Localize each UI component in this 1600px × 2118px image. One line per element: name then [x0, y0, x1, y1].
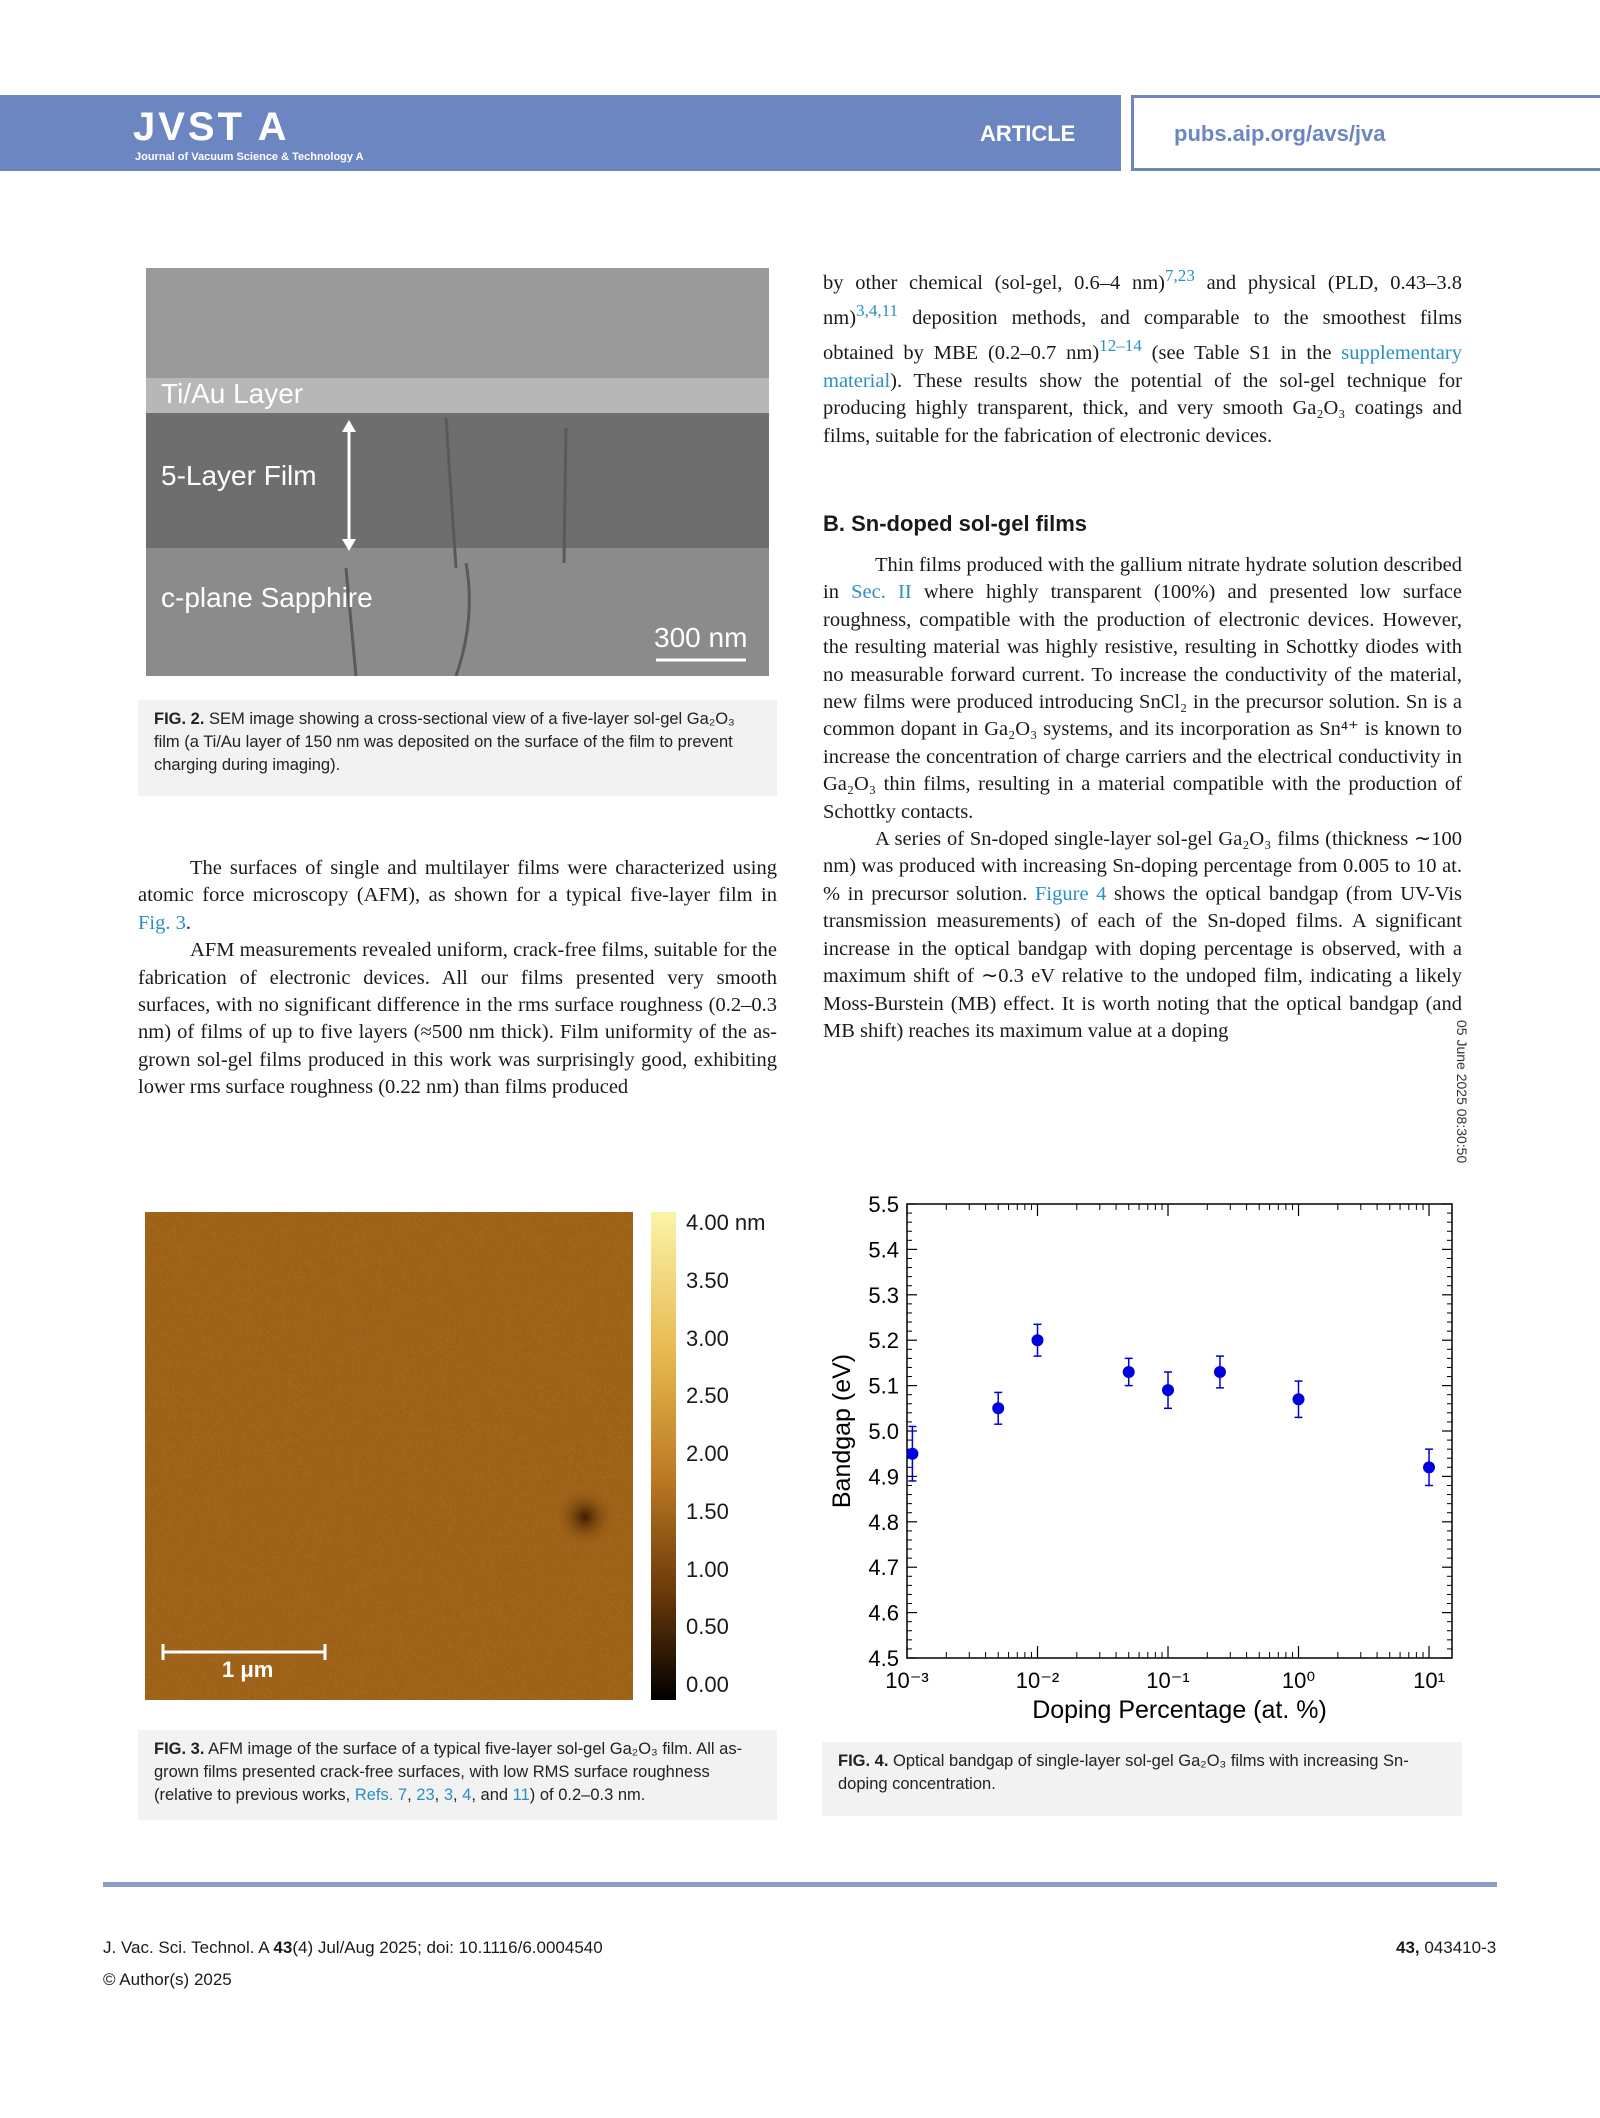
footer-page: 43, 043410-3 [1396, 1938, 1497, 1957]
y-tick-label: 4.7 [868, 1555, 899, 1581]
footer-rule [103, 1882, 1497, 1887]
data-point [1123, 1366, 1135, 1378]
fig4-caption-label: FIG. 4. [838, 1752, 889, 1770]
data-point [1162, 1384, 1174, 1396]
afm-texture [145, 1212, 633, 1700]
right-column-top-text [823, 262, 1462, 450]
colorbar-tick-label: 1.00 [686, 1556, 729, 1582]
y-tick-label: 5.1 [868, 1373, 899, 1399]
y-tick-label: 5.2 [868, 1328, 899, 1354]
footer-copyright: © Author(s) 2025 [103, 1970, 232, 1989]
download-timestamp: 05 June 2025 08:30:50 [1454, 1020, 1470, 1164]
ref-link[interactable]: 12–14 [1099, 336, 1142, 356]
header-banner [0, 95, 1121, 171]
sem-label-sapphire: c-plane Sapphire [161, 582, 373, 613]
colorbar-tick-label: 4.00 nm [686, 1210, 766, 1235]
x-tick-label: 10⁻¹ [1146, 1668, 1190, 1693]
colorbar-tick-label: 2.50 [686, 1383, 729, 1409]
colorbar-tick-label: 3.00 [686, 1325, 729, 1351]
x-axis-label: Doping Percentage (at. %) [1032, 1696, 1327, 1724]
fig3-caption: FIG. 3. AFM image of the surface of a typical five-layer sol-gel Ga₂O₃ film. All as-grown films presented crack-free surfaces, with low RMS surface roughness (relative to previous works, Refs. 7, 23, 3, 4, and 11) of 0.2–0.3 nm. [138, 1730, 777, 1820]
x-tick-label: 10⁻³ [885, 1668, 929, 1693]
fig4-caption [822, 1742, 1462, 1816]
right-paragraph-0: by other chemical (sol-gel, 0.6–4 nm)$^{7,23}$ and physical (PLD, 0.43–3.8 nm)$^{3,4,11}$ deposition methods, and comparable to the smoothest films obtained by MBE (0.2–0.7 nm)$^{12-14}$ (see Table S1 in the supplementary material). These results show the potential of the sol-gel technique for producing highly transparent, thick, and very smooth Ga₂O₃ coatings and films, suitable for the fabrication of electronic devices. [823, 266, 1462, 447]
y-tick-label: 5.5 [868, 1192, 899, 1217]
right-paragraph-2: A series of Sn-doped single-layer sol-gel Ga₂O₃ films (thickness ∼100 nm) was produced with increasing Sn-doping percentage from 0.005 to 10 at. % in precursor solution. Figure 4 shows the optical bandgap (from UV-Vis transmission measurements) of each of the Sn-doped films. A significant increase in the optical bandgap with doping percentage is observed, with a maximum shift of ∼0.3 eV relative to the undoped film, indicating a likely Moss-Burstein (MB) effect. It is worth noting that the optical bandgap (and MB shift) reaches its maximum value at a doping [823, 828, 1462, 1042]
fig3-caption-label: FIG. 3. [154, 1740, 205, 1758]
colorbar-tick-label: 2.00 [686, 1441, 729, 1466]
y-tick-label: 4.8 [868, 1509, 899, 1535]
article-type: ARTICLE [980, 121, 1076, 146]
journal-url-box[interactable] [1131, 95, 1600, 171]
y-tick-label: 4.6 [868, 1600, 899, 1626]
bandgap-chart [820, 1190, 1460, 1730]
data-point [1214, 1366, 1226, 1378]
ref-link[interactable]: 7,23 [1164, 266, 1195, 285]
figure4-link[interactable]: Figure 4 [1035, 882, 1107, 905]
sem-scale-label: 300 nm [654, 622, 748, 653]
colorbar-tick-label: 0.50 [686, 1614, 729, 1640]
footer-citation: J. Vac. Sci. Technol. A 43(4) Jul/Aug 2025; doi: 10.1116/6.0004540 [103, 1938, 603, 1957]
left-paragraph-1: The surfaces of single and multilayer films were characterized using atomic force microscopy (AFM), as shown for a typical five-layer film in Fig. 3. [138, 857, 777, 934]
afm-image [145, 1212, 633, 1700]
right-paragraph-1: Thin films produced with the gallium nitrate hydrate solution described in Sec. II where highly transparent (100%) and presented low surface roughness, compatible with the production of electronic devices. However, the resulting material was highly resistive, resulting in Schottky diodes with no measurable forward current. To increase the conductivity of the material, new films were produced introducing SnCl₂ in the precursor solution. Sn is a common dopant in Ga₂O₃ systems, and its incorporation as Sn⁴⁺ is known to increase the concentration of charge carriers and the electrical conductivity in Ga₂O₃ thin films, resulting in a material compatible with the production of Schottky contacts. [823, 554, 1462, 823]
colorbar-tick-label: 3.50 [686, 1267, 729, 1293]
ref-link[interactable]: 4 [462, 1786, 472, 1804]
fig2-caption-label: FIG. 2. [154, 710, 205, 728]
left-paragraph-2: AFM measurements revealed uniform, crack-free films, suitable for the fabrication of electronic devices. All our films presented very smooth surfaces, with no significant difference in the rms surface roughness (0.2–0.3 nm) of films of up to five layers (≈500 nm thick). Film uniformity of the as-grown sol-gel films produced in this work was surprisingly good, exhibiting lower rms surface roughness (0.22 nm) than films produced [138, 939, 777, 1099]
afm-colorbar [651, 1212, 676, 1700]
x-tick-label: 10⁰ [1281, 1668, 1316, 1693]
colorbar-tick-label: 1.50 [686, 1498, 729, 1524]
afm-scale-label: 1 μm [222, 1657, 274, 1682]
ref-link[interactable]: 3,4,11 [856, 301, 899, 321]
x-tick-label: 10¹ [1413, 1668, 1445, 1693]
data-point [906, 1448, 918, 1460]
fig2-caption-text: SEM image showing a cross-sectional view of a five-layer sol-gel Ga₂O₃ film (a Ti/Au layer of 150 nm was deposited on the surface of the film to prevent charging during imaging). [154, 710, 735, 774]
y-axis-label: Bandgap (eV) [828, 1353, 856, 1509]
data-point [1423, 1461, 1435, 1473]
y-tick-label: 4.9 [868, 1464, 899, 1490]
sem-label-tiau: Ti/Au Layer [161, 378, 304, 409]
right-column-text [823, 552, 1462, 1045]
journal-header [0, 95, 1600, 171]
ref-link[interactable]: 23 [416, 1786, 435, 1804]
y-tick-label: 5.4 [868, 1237, 899, 1263]
x-tick-label: 10⁻² [1015, 1668, 1060, 1693]
left-column-text [138, 855, 777, 1102]
ref-link[interactable]: 3 [443, 1786, 453, 1804]
data-point [1293, 1393, 1305, 1405]
ref-link[interactable]: 11 [512, 1786, 530, 1804]
fig3-link[interactable]: Fig. 3 [138, 911, 186, 934]
section-heading: B. Sn-doped sol-gel films [823, 511, 1088, 536]
fig4-caption-text: Optical bandgap of single-layer sol-gel Ga₂O₃ films with increasing Sn-doping concentration. [838, 1752, 1409, 1793]
colorbar-tick-label: 0.00 [686, 1672, 729, 1697]
ref-link[interactable]: Refs. 7 [354, 1786, 408, 1804]
data-point [1032, 1334, 1044, 1346]
plot-frame [907, 1204, 1452, 1658]
supplementary-link[interactable]: supplementary material [823, 342, 1462, 392]
y-tick-label: 4.5 [868, 1646, 899, 1671]
journal-url[interactable]: pubs.aip.org/avs/jva [1174, 121, 1386, 146]
fig2-caption [138, 700, 777, 796]
y-tick-label: 5.3 [868, 1282, 899, 1308]
data-point [992, 1402, 1004, 1414]
journal-subtitle: Journal of Vacuum Science & Technology A [135, 151, 364, 163]
sem-image [146, 268, 769, 676]
section-link[interactable]: Sec. II [851, 581, 912, 604]
sem-label-film: 5-Layer Film [161, 460, 317, 491]
y-tick-label: 5.0 [868, 1419, 899, 1444]
journal-logo: JVST A [133, 105, 290, 149]
